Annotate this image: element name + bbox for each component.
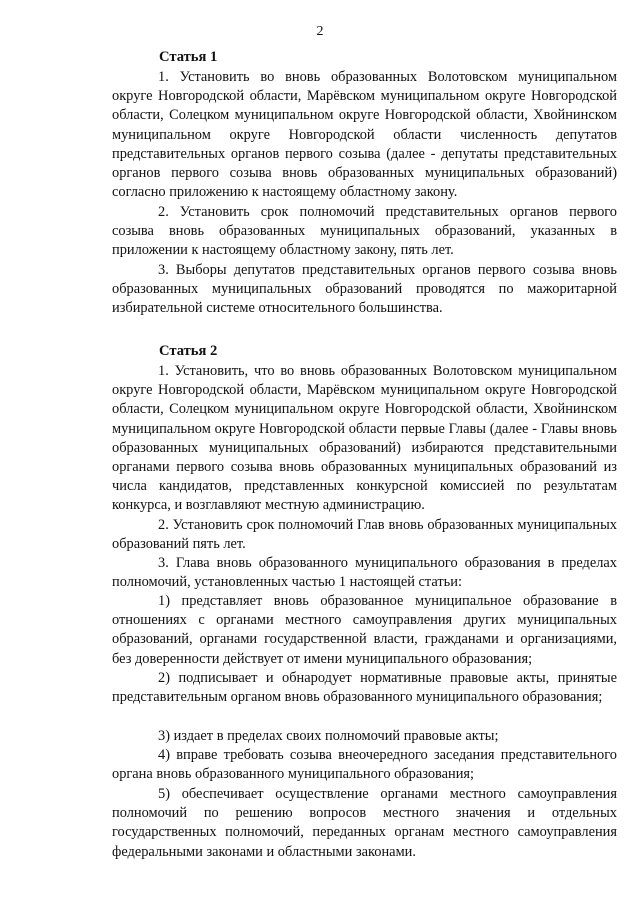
article-1-title: Статья 1 [159,49,218,65]
article-2-paragraph-1: 1. Установить, что во вновь образованных Волотовском муниципальном округе Новгородской области, Марёвском муниципальном округе Новгородской области, Солецком муниципальном округе Новгородской области, Хвойнинском муниципальном округе Новгородской области первые Главы (далее - Главы вновь образованных муниципальных образований) избираются представительными органами первого созыва вновь образованных муниципальных образований из числа кандидатов, представленных конкурсной комиссией по результатам конкурса, и возглавляют местную администрацию. [112,363,617,514]
article-1-paragraph-3: 3. Выборы депутатов представительных органов первого созыва вновь образованных муниципальных образований проводятся по мажоритарной избирательной системе относительного большинства. [112,262,617,317]
article-2-item-1: 1) представляет вновь образованное муниципальное образование в отношениях с органами местного самоуправления других муниципальных образований, органами государственной власти, гражданами и организациями, без доверенности действует от имени муниципального образования; [112,593,617,667]
article-1-paragraph-2: 2. Установить срок полномочий представительных органов первого созыва вновь образованных муниципальных образований, указанных в приложении к настоящему областному закону, пять лет. [112,204,617,259]
article-2-item-4: 4) вправе требовать созыва внеочередного заседания представительного органа вновь образованного муниципального образования; [112,747,617,783]
article-2-paragraph-2: 2. Установить срок полномочий Глав вновь образованных муниципальных образований пять лет. [112,517,617,553]
page-number: 2 [316,24,324,39]
article-2-item-2: 2) подписывает и обнародует нормативные правовые акты, принятые представительным органом вновь образованного муниципального образования; [112,670,617,706]
article-2-paragraph-3: 3. Глава вновь образованного муниципального образования в пределах полномочий, установленных частью 1 настоящей статьи: [112,555,617,591]
article-2-item-3: 3) издает в пределах своих полномочий правовые акты; [158,728,499,744]
article-2-title: Статья 2 [159,343,218,359]
article-1-paragraph-1: 1. Установить во вновь образованных Волотовском муниципальном округе Новгородской области, Марёвском муниципальном округе Новгородской области, Солецком муниципальном округе Новгородской области, Хвойнинском муниципальном округе Новгородской области численность депутатов представительных органов первого созыва (далее - депутаты представительных органов первого созыва вновь образованных муниципальных образований) согласно приложению к настоящему областному закону. [112,69,617,201]
article-2-item-5: 5) обеспечивает осуществление органами местного самоуправления полномочий по решению вопросов местного значения и отдельных государственных полномочий, переданных органам местного самоуправления федеральными законами и областными законами. [112,786,617,860]
